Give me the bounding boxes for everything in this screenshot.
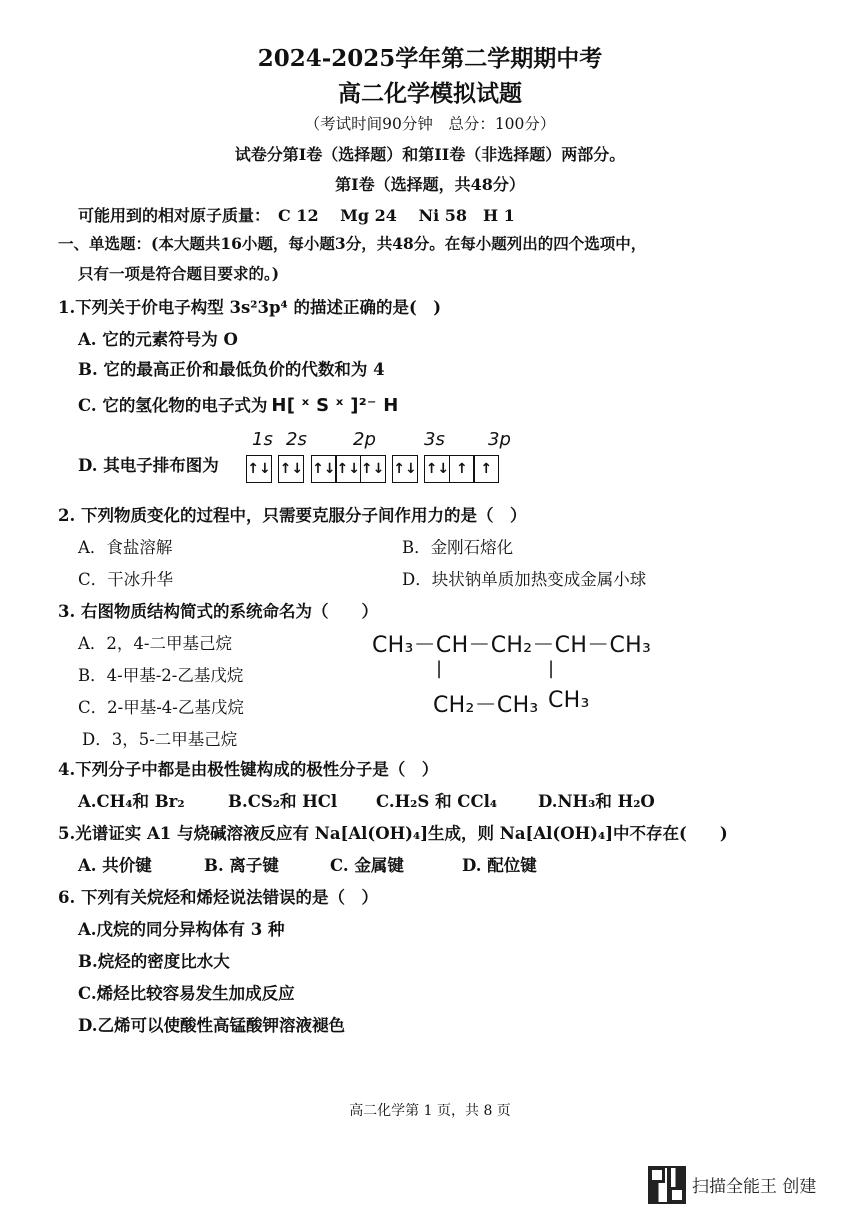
exam-title: 2024-2025学年第二学期期中考 [257,45,603,72]
orbital-label-1s: 1s [252,429,273,450]
q3-option-c: C．2-甲基-4-乙基戊烷 [78,698,244,717]
orbital-box: ↑↓ [392,455,418,483]
q2-stem: 2. 下列物质变化的过程中，只需要克服分子间作用力的是（ ） [58,506,527,525]
exam-info: （考试时间90分钟 总分：100分） [304,115,556,133]
parts-note: 试卷分第I卷（选择题）和第II卷（非选择题）两部分。 [234,145,626,164]
structure-bond-1: | [436,658,443,679]
q4-option-d: D.NH₃和 H₂O [538,792,655,811]
q6-option-c: C.烯烃比较容易发生加成反应 [78,984,295,1003]
orbital-box: ↑↓ [424,455,450,483]
q1-option-b: B. 它的最高正价和最低负价的代数和为 4 [78,360,385,379]
orbital-diagram [246,455,498,483]
orbital-label-3p: 3p [488,429,511,450]
q4-option-c: C.H₂S 和 CCl₄ [376,792,498,811]
q2-option-a: A．食盐溶解 [78,538,173,557]
part1-heading: 第I卷（选择题，共48分） [335,175,525,194]
q6-option-d: D.乙烯可以使酸性高锰酸钾溶液褪色 [78,1016,345,1035]
section-instruction-2: 只有一项是符合题目要求的。) [78,264,280,283]
orbital-box: ↑↓ [278,455,304,483]
q5-option-d: D. 配位键 [462,856,537,875]
q4-option-b: B.CS₂和 HCl [228,792,338,811]
q1-option-a: A. 它的元素符号为 O [78,330,238,349]
q1-option-c: C. 它的氢化物的电子式为 H[ ˣ S ˣ ]²⁻ H [78,395,399,416]
orbital-box: ↑ [449,455,475,483]
q5-option-a: A. 共价键 [78,856,152,875]
structure-bond-2: | [548,658,555,679]
page-footer: 高二化学第 1 页，共 8 页 [349,1103,511,1119]
structure-branch-ethyl: CH₂－CH₃ [433,693,539,718]
q4-stem: 4.下列分子中都是由极性键构成的极性分子是（ ） [58,760,439,779]
q5-option-b: B. 离子键 [204,856,279,875]
q1-stem: 1.下列关于价电子构型 3s²3p⁴ 的描述正确的是( ) [58,298,442,317]
structure-branch-methyl: CH₃ [548,688,590,713]
orbital-label-3s: 3s [424,429,445,450]
q3-stem: 3. 右图物质结构简式的系统命名为（ ） [58,602,378,621]
orbital-box: ↑ [473,455,499,483]
q3-option-d: D．3，5-二甲基己烷 [82,730,238,749]
orbital-box: ↑↓ [335,455,361,483]
scanner-watermark: 扫描全能王 创建 [692,1177,817,1197]
orbital-label-2s: 2s [286,429,307,450]
q1-option-d: D. 其电子排布图为 [78,456,219,475]
q2-option-b: B．金刚石熔化 [402,538,514,557]
q6-option-a: A.戊烷的同分异构体有 3 种 [78,920,285,939]
electron-formula: H[ ˣ S ˣ ]²⁻ H [271,395,399,416]
q6-option-b: B.烷烃的密度比水大 [78,952,230,971]
q4-option-a: A.CH₄和 Br₂ [78,792,185,811]
q3-option-a: A．2，4-二甲基己烷 [78,634,232,653]
qr-code-icon [648,1166,686,1204]
atomic-mass-line: 可能用到的相对原子质量： C 12 Mg 24 Ni 58 H 1 [78,206,515,225]
orbital-box: ↑↓ [311,455,337,483]
q2-option-c: C．干冰升华 [78,570,174,589]
orbital-box: ↑↓ [246,455,272,483]
exam-subtitle: 高二化学模拟试题 [338,80,522,107]
q5-stem: 5.光谱证实 A1 与烧碱溶液反应有 Na[Al(OH)₄]生成，则 Na[Al(OH)₄]中不存在( ) [58,824,728,843]
q5-option-c: C. 金属键 [330,856,404,875]
q3-option-b: B．4-甲基-2-乙基戊烷 [78,666,244,685]
structure-main-chain: CH₃－CH－CH₂－CH－CH₃ [372,633,652,658]
q6-stem: 6. 下列有关烷烃和烯烃说法错误的是（ ） [58,888,378,907]
orbital-box: ↑↓ [360,455,386,483]
q2-option-d: D．块状钠单质加热变成金属小球 [402,570,647,589]
section-instruction-1: 一、单选题：(本大题共16小题，每小题3分，共48分。在每小题列出的四个选项中， [58,234,647,253]
orbital-label-2p: 2p [353,429,376,450]
